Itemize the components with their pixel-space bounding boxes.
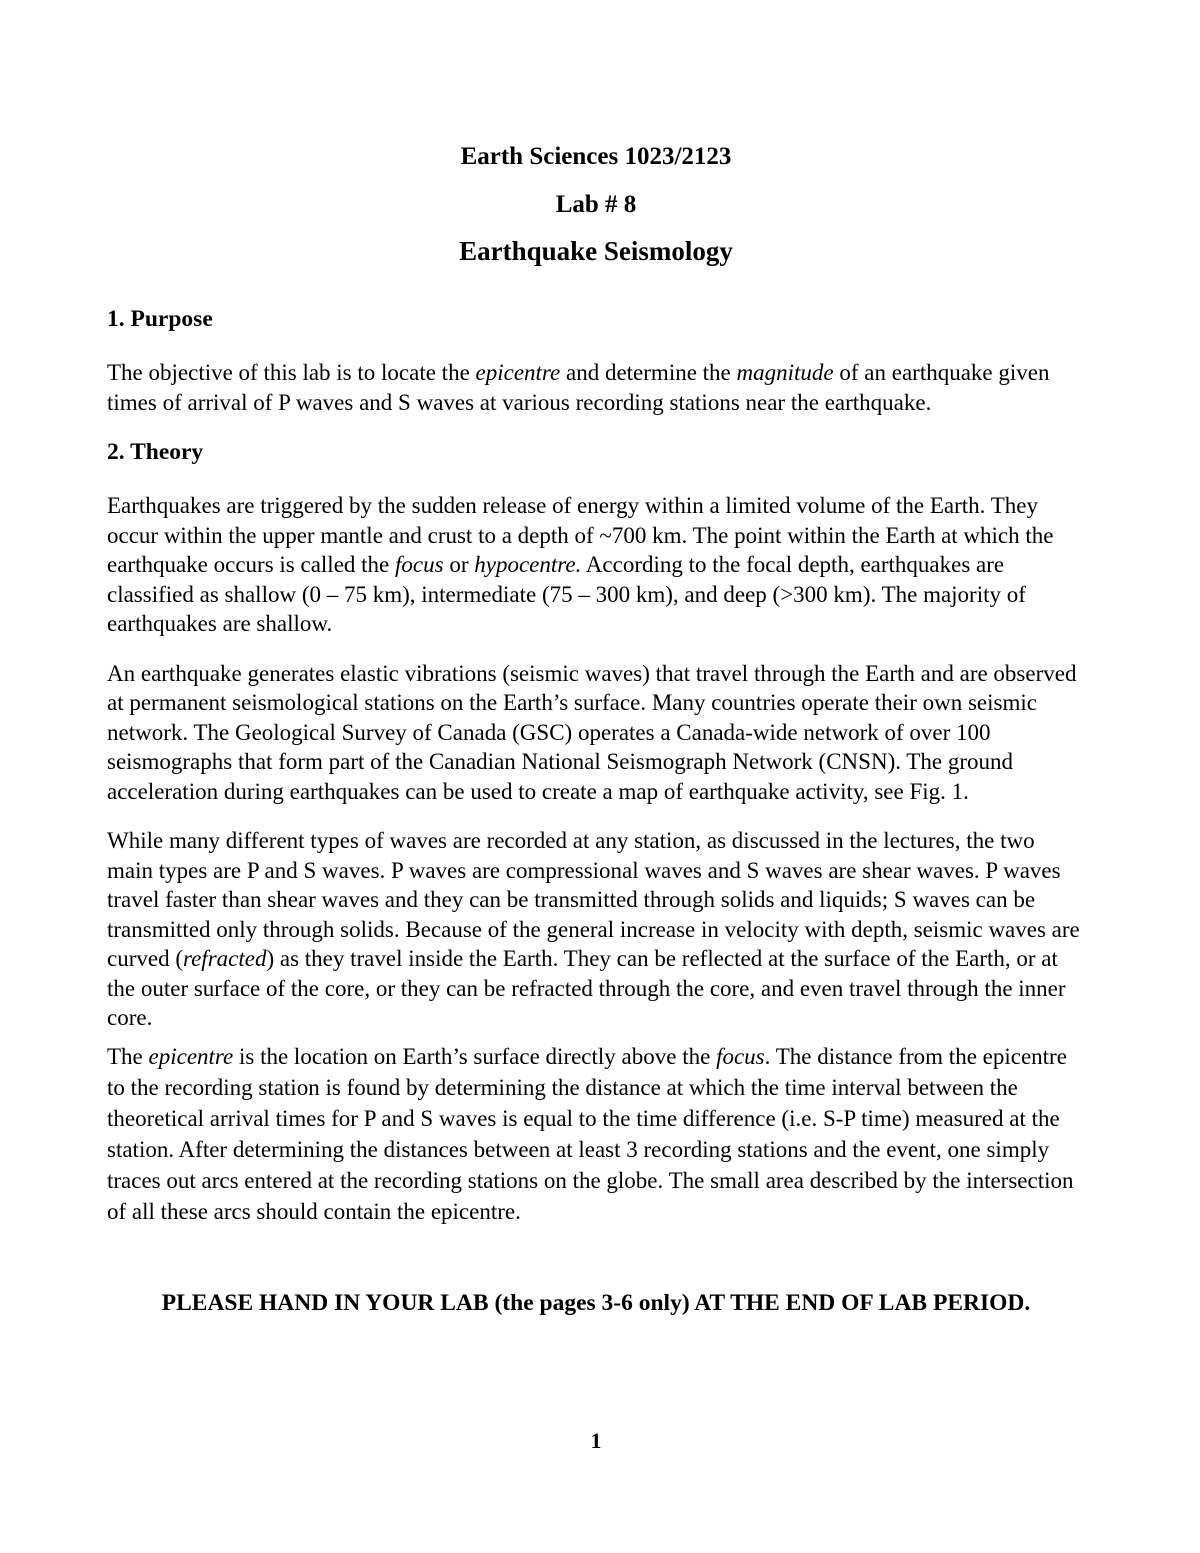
text-run: or: [443, 552, 475, 577]
theory-paragraph-4: [107, 1041, 1085, 1227]
text-run: epicentre: [475, 360, 561, 385]
text-run: The: [107, 1043, 149, 1069]
text-run: is the location on Earth’s surface directly above the: [233, 1043, 717, 1069]
text-run: of an earthquake given times of arrival of P waves and S waves at various recording stations near the earthquake.: [107, 360, 1050, 415]
lab-number: Lab # 8: [555, 191, 637, 218]
text-run: An earthquake generates elastic vibrations (seismic waves) that travel through the Earth and are observed at permanent seismological stations on the Earth’s surface. Many countries operate their own seismic network. The Geological Survey of Canada (GSC) operates a Canada-wide network of over 100 seismographs that form part of the Canadian National Seismograph Network (CNSN). The ground acceleration during earthquakes can be used to create a map of earthquake activity, see Fig. 1.: [107, 660, 1077, 804]
hand-in-notice: PLEASE HAND IN YOUR LAB (the pages 3-6 only) AT THE END OF LAB PERIOD.: [161, 1289, 1031, 1316]
text-run: magnitude: [736, 360, 834, 385]
text-run: focus: [395, 552, 444, 577]
text-run: . The distance from the epicentre to the recording station is found by determining the distance at which the time interval between the theoretical arrival times for P and S waves is equal to the time difference (i.e. S-P time) measured at the station. After determining the distances between at least 3 recording stations and the event, one simply traces out arcs entered at the recording stations on the globe. The small area described by the intersection of all these arcs should contain the epicentre.: [107, 1043, 1074, 1224]
text-run: According to the focal depth, earthquakes are classified as shallow (0 – 75 km), intermediate (75 – 300 km), and deep (>300 km). The majority of earthquakes are shallow.: [107, 552, 1026, 636]
text-run: The objective of this lab is to locate the: [107, 360, 476, 385]
text-run: and determine the: [560, 360, 737, 385]
theory-paragraph-3: [107, 826, 1085, 1033]
purpose-paragraph: [107, 358, 1085, 417]
text-run: focus: [716, 1043, 765, 1069]
text-run: While many different types of waves are recorded at any station, as discussed in the lectures, the two main types are P and S waves. P waves are compressional waves and S waves are shear waves. P waves travel faster than shear waves and they can be transmitted through solids and liquids; S waves can be transmitted only through solids. Because of the general increase in velocity with depth, seismic waves are curved (: [107, 828, 1080, 971]
page-number: 1: [590, 1428, 602, 1453]
lab-title: Earthquake Seismology: [459, 236, 733, 266]
text-run: refracted: [183, 946, 267, 971]
theory-paragraph-1: [107, 491, 1085, 639]
theory-paragraph-2: [107, 659, 1085, 807]
section-heading-theory: 2. Theory: [107, 439, 204, 465]
section-heading-purpose: 1. Purpose: [107, 306, 213, 332]
text-run: hypocentre.: [474, 552, 582, 577]
text-run: epicentre: [148, 1043, 234, 1069]
document-header: [107, 142, 1085, 267]
text-run: ) as they travel inside the Earth. They can be reflected at the surface of the Earth, or at the outer surface of the core, or they can be refracted through the core, and even travel through the inner core.: [107, 946, 1066, 1030]
course-title: Earth Sciences 1023/2123: [460, 143, 732, 170]
text-run: Earthquakes are triggered by the sudden release of energy within a limited volume of the Earth. They occur within the upper mantle and crust to a depth of ~700 km. The point within the Earth at which the earthquake occurs is called the: [107, 493, 1054, 577]
